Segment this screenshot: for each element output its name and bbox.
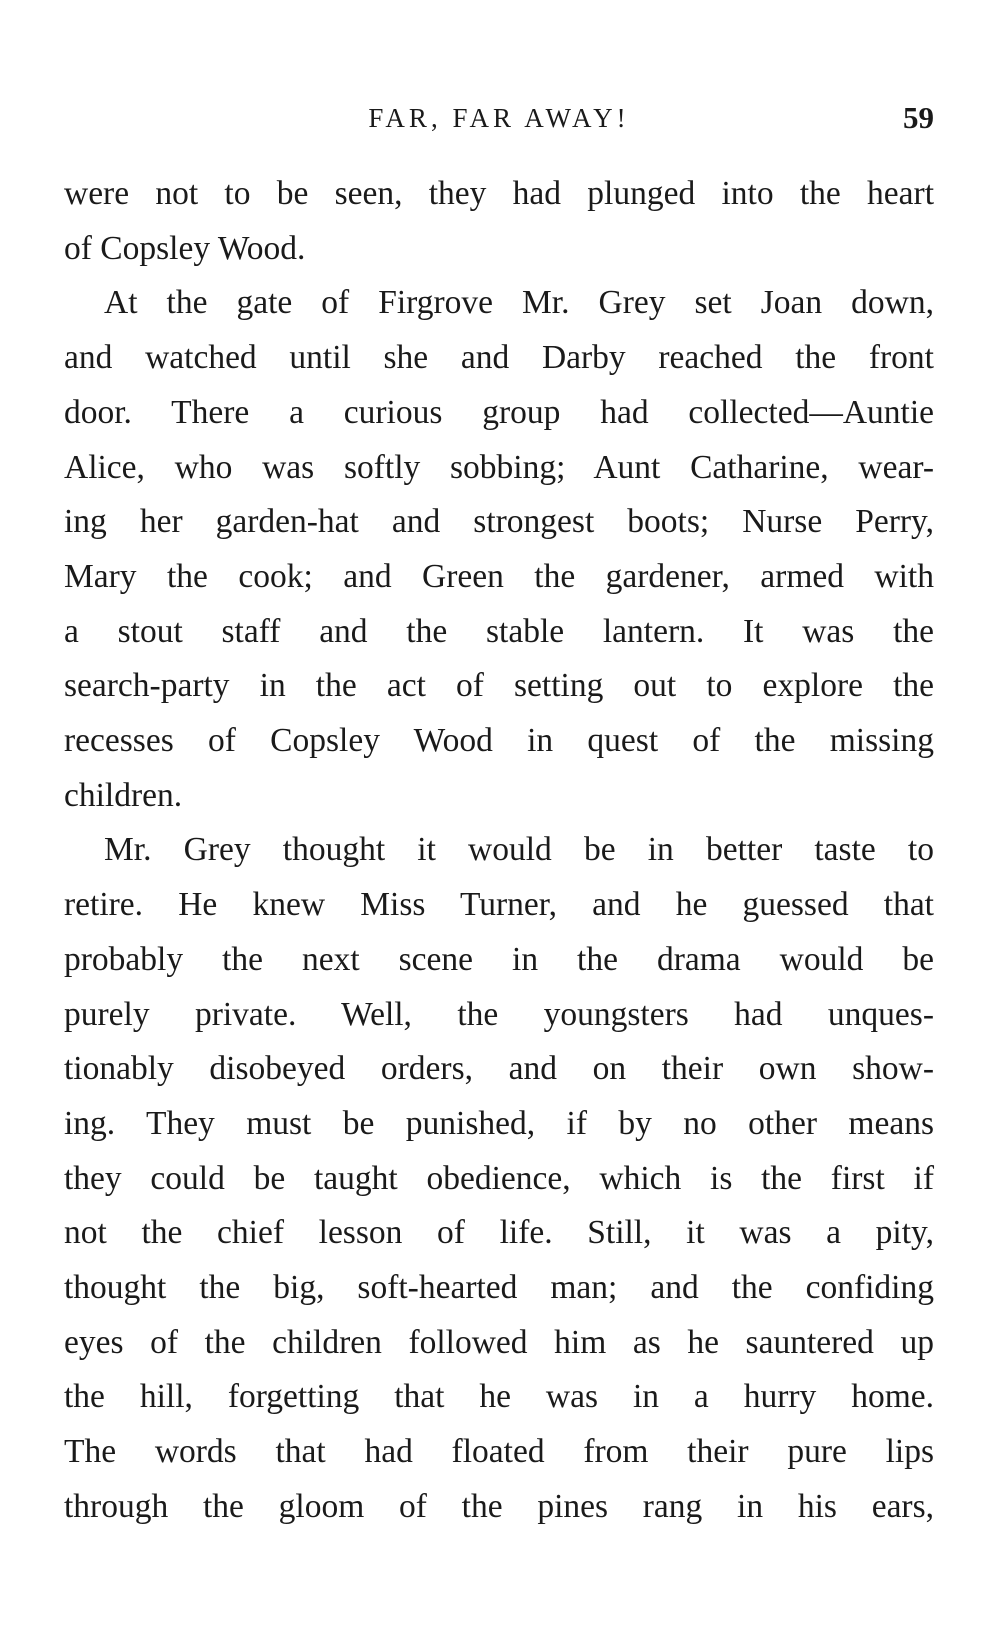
- text-line: a stout staff and the stable lantern. It was the: [64, 612, 934, 650]
- text-line: of Copsley Wood.: [64, 229, 306, 267]
- running-title: FAR, FAR AWAY!: [368, 103, 630, 133]
- text-line: Mr. Grey thought it would be in better taste to: [104, 831, 934, 869]
- text-line: and watched until she and Darby reached the front: [64, 339, 934, 377]
- text-line: tionably disobeyed orders, and on their own show-: [64, 1050, 934, 1088]
- text-line: not the chief lesson of life. Still, it was a pity,: [64, 1214, 934, 1252]
- text-line: retire. He knew Miss Turner, and he guessed that: [64, 886, 934, 924]
- text-line: ing her garden-hat and strongest boots; Nurse Perry,: [64, 503, 934, 541]
- paragraph: [64, 276, 934, 823]
- text-line: they could be taught obedience, which is the first if: [64, 1159, 934, 1197]
- text-line: thought the big, soft-hearted man; and the confiding: [64, 1269, 934, 1307]
- text-line: The words that had floated from their pure lips: [64, 1433, 934, 1471]
- paragraph: [64, 167, 934, 276]
- text-line: door. There a curious group had collected—Auntie: [64, 393, 934, 431]
- text-line: purely private. Well, the youngsters had unques-: [64, 995, 934, 1033]
- text-line: At the gate of Firgrove Mr. Grey set Joan down,: [104, 284, 934, 322]
- paragraph: [64, 823, 934, 1534]
- text-line: the hill, forgetting that he was in a hurry home.: [64, 1378, 934, 1416]
- text-line: children.: [64, 776, 183, 814]
- text-line: through the gloom of the pines rang in his ears,: [64, 1487, 934, 1525]
- text-line: ing. They must be punished, if by no other means: [64, 1104, 934, 1142]
- text-line: Alice, who was softly sobbing; Aunt Catharine, wear-: [64, 448, 934, 486]
- text-line: Mary the cook; and Green the gardener, armed with: [64, 557, 934, 595]
- text-line: search-party in the act of setting out to explore the: [64, 667, 934, 705]
- text-line: probably the next scene in the drama would be: [64, 940, 934, 978]
- text-line: were not to be seen, they had plunged into the heart: [64, 175, 934, 212]
- text-line: recesses of Copsley Wood in quest of the missing: [64, 722, 934, 760]
- page-number: 59: [903, 100, 934, 135]
- body-text: [64, 167, 934, 1535]
- running-head: [64, 96, 934, 140]
- text-line: eyes of the children followed him as he sauntered up: [64, 1323, 934, 1361]
